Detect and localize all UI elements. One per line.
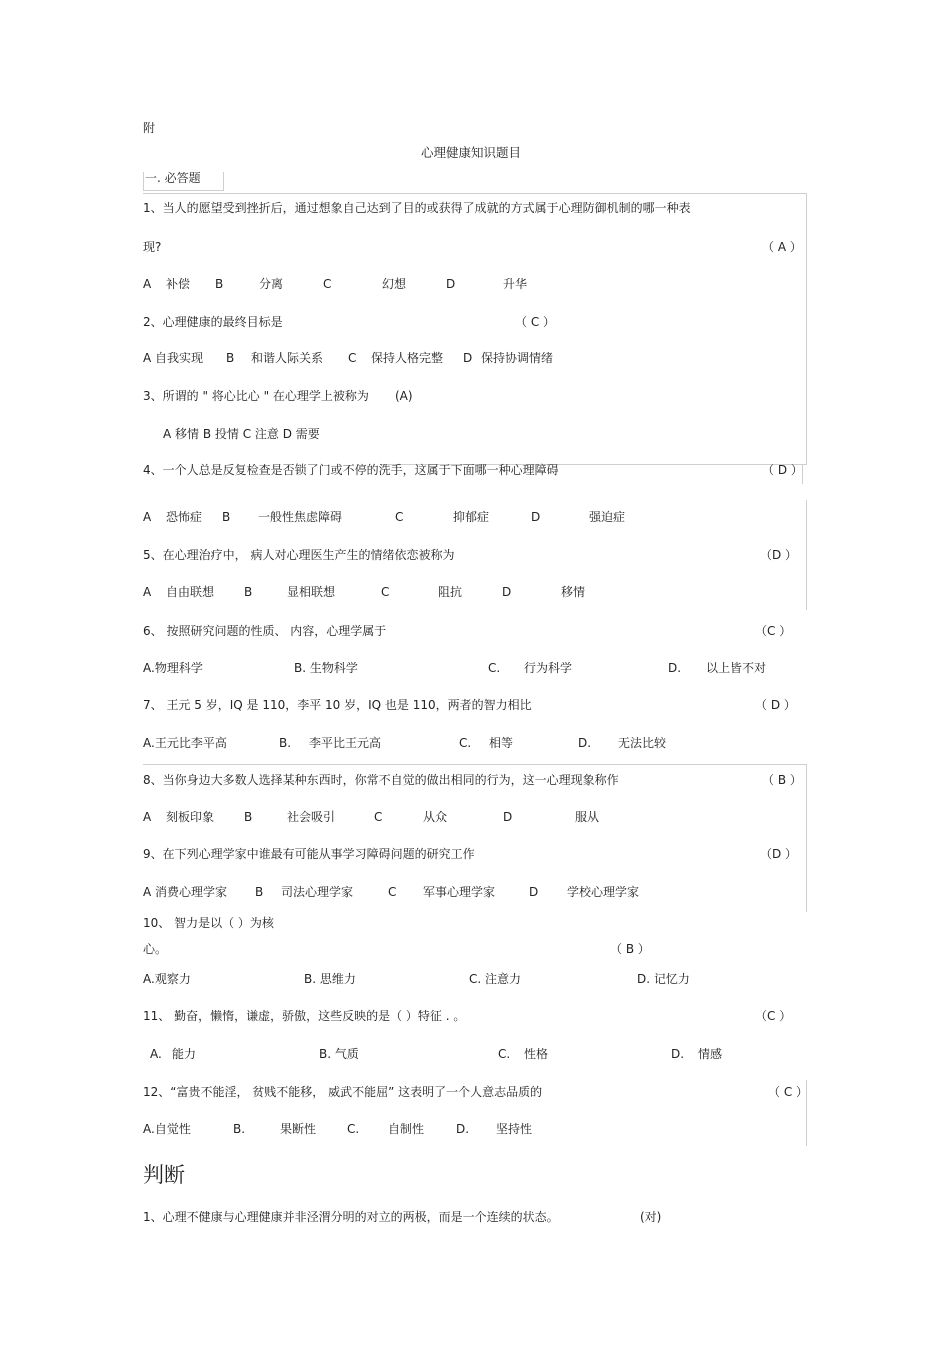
question-11-option: B. 气质 <box>319 1047 359 1061</box>
question-6-stem: 6、 按照研究问题的性质、 内容，心理学属于 <box>143 624 387 638</box>
question-2-option: B <box>226 351 235 365</box>
question-12-option: 坚持性 <box>496 1122 533 1136</box>
question-9-option: 司法心理学家 <box>281 885 354 899</box>
question-9-option: A 消费心理学家 <box>143 885 228 899</box>
question-12-option: 自制性 <box>388 1122 425 1136</box>
question-7-option: C. <box>459 736 472 750</box>
question-5-option: 移情 <box>561 585 586 599</box>
question-1-option: 分离 <box>259 277 284 291</box>
question-5-option: 显相联想 <box>287 585 336 599</box>
question-8-option: 刻板印象 <box>166 810 215 824</box>
box-line <box>143 190 224 191</box>
question-11-option: 性格 <box>524 1047 549 1061</box>
section-judge-heading: 判断 <box>143 1163 185 1187</box>
question-1-answer: （ A ） <box>762 240 802 254</box>
appendix-label: 附 <box>143 121 156 135</box>
question-10-option: C. 注意力 <box>469 972 522 986</box>
question-5-stem: 5、在心理治疗中， 病人对心理医生产生的情绪依恋被称为 <box>143 548 455 562</box>
question-4-option: A <box>143 510 152 524</box>
question-8-option: 从众 <box>423 810 448 824</box>
question-4-answer: （ D ） <box>762 463 803 477</box>
question-1-option: C <box>323 277 332 291</box>
question-4-option: 抑郁症 <box>453 510 490 524</box>
question-9-answer: （D ） <box>760 847 798 861</box>
question-5-option: 自由联想 <box>166 585 215 599</box>
box-line <box>806 193 807 465</box>
question-6-option: A.物理科学 <box>143 661 203 675</box>
question-2-stem: 2、心理健康的最终目标是 <box>143 315 283 329</box>
question-1-option: A <box>143 277 152 291</box>
question-4-option: 强迫症 <box>589 510 626 524</box>
question-1-stem: 1、当人的愿望受到挫折后，通过想象自己达到了目的或获得了成就的方式属于心理防御机制的哪一种表 <box>143 201 691 215</box>
question-1-stem-cont: 现? <box>143 240 162 254</box>
question-10-stem: 10、 智力是以（ ）为核 <box>143 916 274 930</box>
question-9-option: C <box>388 885 397 899</box>
question-8-option: D <box>503 810 513 824</box>
box-line <box>143 764 807 765</box>
question-3-stem: 3、所谓的 " 将心比心 " 在心理学上被称为 <box>143 389 369 403</box>
question-4-stem: 4、一个人总是反复检查是否锁了门或不停的洗手，这属于下面哪一种心理障碍 <box>143 463 559 477</box>
question-11-option: 能力 <box>172 1047 197 1061</box>
question-4-option: 一般性焦虑障碍 <box>258 510 343 524</box>
question-7-stem: 7、 王元 5 岁，IQ 是 110，李平 10 岁，IQ 也是 110，两者的智力相比 <box>143 698 532 712</box>
question-10-option: D. 记忆力 <box>637 972 690 986</box>
question-9-option: 军事心理学家 <box>423 885 496 899</box>
question-2-option: D <box>463 351 473 365</box>
question-4-option: C <box>395 510 404 524</box>
question-10-stem-cont: 心。 <box>143 942 168 956</box>
question-5-option: A <box>143 585 152 599</box>
question-1-option: 幻想 <box>382 277 407 291</box>
question-11-option: D. <box>671 1047 685 1061</box>
question-2-option: 保持人格完整 <box>371 351 444 365</box>
question-11-option: A. <box>150 1047 162 1061</box>
question-1-option: D <box>446 277 456 291</box>
question-8-option: 社会吸引 <box>287 810 336 824</box>
question-11-stem: 11、 勤奋，懒惰，谦虚，骄傲，这些反映的是（ ）特征 . 。 <box>143 1009 466 1023</box>
question-6-option: D. <box>668 661 682 675</box>
question-5-option: 阻抗 <box>438 585 463 599</box>
section-required-heading: 一. 必答题 <box>145 171 201 185</box>
box-line <box>223 172 224 191</box>
question-12-option: 果断性 <box>280 1122 317 1136</box>
question-4-option: B <box>222 510 231 524</box>
question-2-option: 和谐人际关系 <box>251 351 324 365</box>
question-11-option: C. <box>498 1047 511 1061</box>
question-10-option: B. 思维力 <box>304 972 356 986</box>
judge-1-answer: (对) <box>640 1210 662 1224</box>
page-title: 心理健康知识题目 <box>421 145 522 160</box>
question-12-option: D. <box>456 1122 470 1136</box>
question-12-option: C. <box>347 1122 360 1136</box>
question-8-option: C <box>374 810 383 824</box>
question-12-option: B. <box>233 1122 246 1136</box>
question-12-stem: 12、“富贵不能淫， 贫贱不能移， 威武不能屈” 这表明了一个人意志品质的 <box>143 1085 543 1099</box>
question-7-option: D. <box>578 736 592 750</box>
question-3-answer: (A) <box>395 389 413 403</box>
box-line <box>806 764 807 912</box>
question-11-option: 情感 <box>698 1047 723 1061</box>
question-6-answer: （C ） <box>755 624 792 638</box>
question-1-option: 升华 <box>503 277 528 291</box>
question-6-option: C. <box>488 661 501 675</box>
question-2-option: 保持协调情绪 <box>481 351 554 365</box>
question-5-option: C <box>381 585 390 599</box>
question-7-option: 相等 <box>489 736 514 750</box>
question-2-option: C <box>348 351 357 365</box>
question-4-option: D <box>531 510 541 524</box>
question-6-option: B. 生物科学 <box>294 661 358 675</box>
question-10-answer: （ B ） <box>610 942 650 956</box>
question-5-option: D <box>502 585 512 599</box>
question-2-option: A 自我实现 <box>143 351 204 365</box>
question-8-option: 服从 <box>575 810 600 824</box>
question-7-option: 李平比王元高 <box>309 736 382 750</box>
question-11-answer: （C ） <box>755 1009 792 1023</box>
question-5-option: B <box>244 585 253 599</box>
box-line <box>143 172 144 191</box>
question-8-answer: （ B ） <box>762 773 802 787</box>
question-2-answer: （ C ） <box>515 315 556 329</box>
question-9-stem: 9、在下列心理学家中谁最有可能从事学习障碍问题的研究工作 <box>143 847 475 861</box>
question-7-option: B. <box>279 736 292 750</box>
question-6-option: 以上皆不对 <box>706 661 767 675</box>
question-8-option: B <box>244 810 253 824</box>
question-12-option: A.自觉性 <box>143 1122 191 1136</box>
box-line <box>806 500 807 610</box>
question-4-option: 恐怖症 <box>166 510 203 524</box>
question-12-answer: （ C ） <box>768 1085 809 1099</box>
question-7-option: A.王元比李平高 <box>143 736 227 750</box>
question-8-stem: 8、当你身边大多数人选择某种东西时，你常不自觉的做出相同的行为，这一心理现象称作 <box>143 773 619 787</box>
question-6-option: 行为科学 <box>524 661 573 675</box>
question-1-option: 补偿 <box>166 277 191 291</box>
question-7-option: 无法比较 <box>618 736 667 750</box>
question-7-answer: （ D ） <box>755 698 796 712</box>
question-1-option: B <box>215 277 224 291</box>
question-9-option: 学校心理学家 <box>567 885 640 899</box>
question-10-option: A.观察力 <box>143 972 191 986</box>
question-9-option: B <box>255 885 264 899</box>
question-3-options: A 移情 B 投情 C 注意 D 需要 <box>163 427 320 441</box>
question-9-option: D <box>529 885 539 899</box>
judge-1-stem: 1、心理不健康与心理健康并非泾渭分明的对立的两极，而是一个连续的状态。 <box>143 1210 559 1224</box>
question-8-option: A <box>143 810 152 824</box>
box-line <box>143 193 807 194</box>
question-5-answer: （D ） <box>760 548 798 562</box>
